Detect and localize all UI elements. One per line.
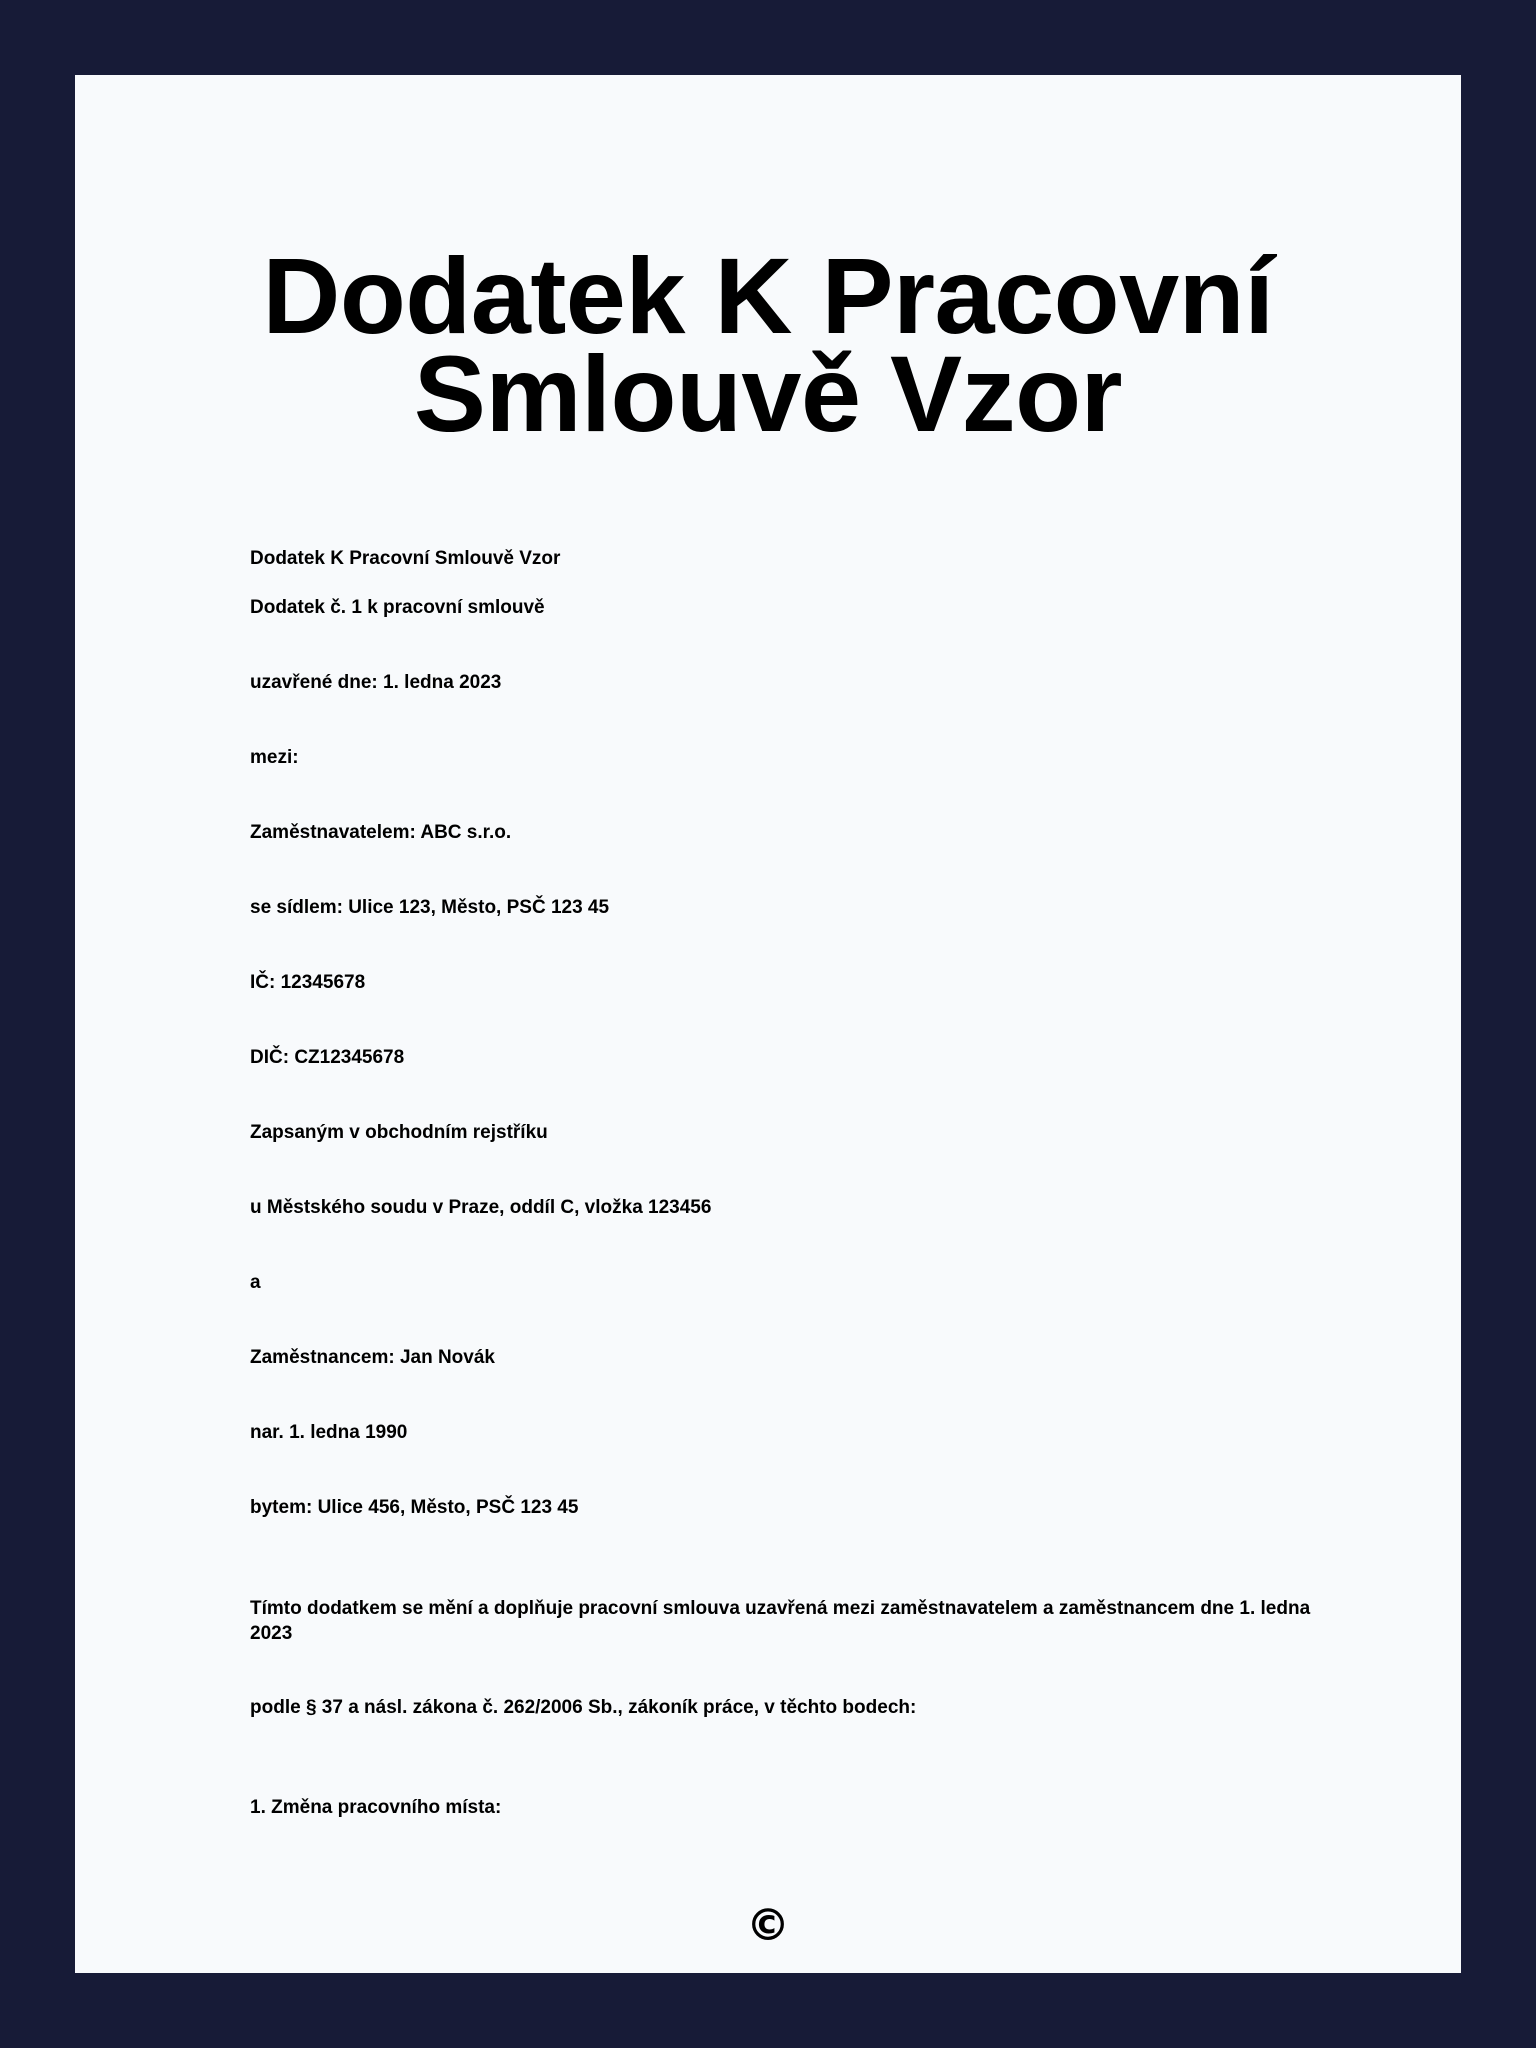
- document-page: [75, 75, 1461, 1973]
- registry-line: Zapsaným v obchodním rejstříku: [250, 1122, 548, 1143]
- and-line: a: [250, 1272, 261, 1293]
- addendum-number-line: Dodatek č. 1 k pracovní smlouvě: [250, 597, 545, 618]
- concluded-date-line: uzavřené dne: 1. ledna 2023: [250, 672, 502, 693]
- copyright-icon: ©: [746, 1900, 790, 1951]
- employer-dic-line: DIČ: CZ12345678: [250, 1047, 405, 1068]
- employer-ic-line: IČ: 12345678: [250, 972, 366, 993]
- court-line: u Městského soudu v Praze, oddíl C, vložka 123456: [250, 1197, 712, 1218]
- between-line: mezi:: [250, 747, 299, 768]
- section-1-heading: 1. Změna pracovního místa:: [250, 1797, 502, 1818]
- employee-line: Zaměstnancem: Jan Novák: [250, 1347, 495, 1368]
- employee-address-line: bytem: Ulice 456, Město, PSČ 123 45: [250, 1497, 579, 1518]
- legal-basis-line: podle § 37 a násl. zákona č. 262/2006 Sb., zákoník práce, v těchto bodech:: [250, 1697, 917, 1718]
- amendment-paragraph: Tímto dodatkem se mění a doplňuje pracovní smlouva uzavřená mezi zaměstnavatelem a zaměstnancem dne 1. ledna 2023: [250, 1598, 1311, 1644]
- document-title: Dodatek K Pracovní Smlouvě Vzor: [262, 235, 1274, 454]
- employer-line: Zaměstnavatelem: ABC s.r.o.: [250, 822, 512, 843]
- employer-address-line: se sídlem: Ulice 123, Město, PSČ 123 45: [250, 897, 610, 918]
- doc-heading-line: Dodatek K Pracovní Smlouvě Vzor: [250, 548, 561, 569]
- employee-birth-line: nar. 1. ledna 1990: [250, 1422, 408, 1443]
